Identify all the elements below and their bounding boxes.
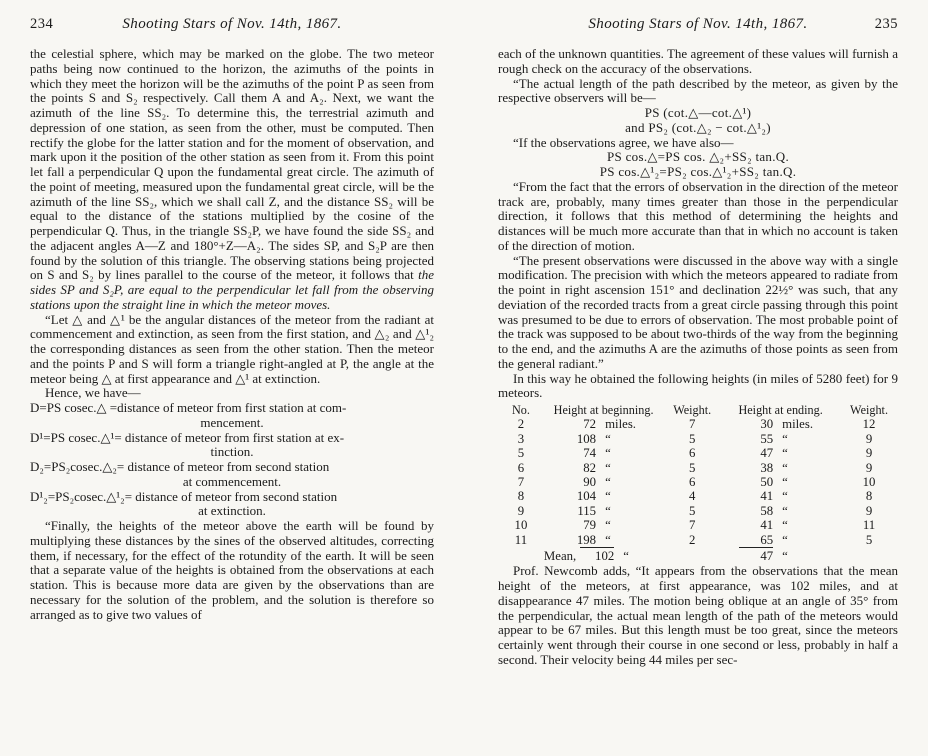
cell-height-ending: 55 “	[760, 431, 788, 446]
paragraph-heights-intro: In this way he obtained the following heights (in miles of 5280 feet) for 9 meteors.	[498, 370, 898, 401]
running-header-left: Shooting Stars of Nov. 14th, 1867.	[122, 16, 342, 32]
definition-D	[30, 401, 434, 431]
cell-height-ending: 47 “	[760, 446, 788, 461]
paragraph-actual-length: “The actual length of the path described by the meteor, as given by the respective observers will be—	[498, 75, 898, 106]
definition-continuation: at commencement.	[182, 473, 282, 489]
cell-weight-1: 7	[689, 518, 696, 533]
definition-continuation: tinction.	[210, 444, 254, 460]
table-row	[498, 461, 898, 475]
cell-weight-2: 9	[865, 460, 873, 475]
page-body-left	[30, 47, 434, 622]
cell-weight-2: 9	[865, 431, 873, 446]
table-row	[498, 475, 898, 489]
cell-weight-2: 9	[865, 503, 873, 518]
cell-mean-beginning: Mean, 102 “	[543, 549, 629, 564]
cell-height-beginning: 104 “	[576, 489, 611, 504]
page-number-right: 235	[874, 16, 898, 32]
meteor-heights-table	[498, 403, 898, 563]
paragraph-present-observations: “The present observations were discussed in the above way with a single modification. The precision with which the meteors appeared to radiate from the point in right ascension 151° and declination 22½° was such, that any deviation of the recorded tracts from a great circle passing through this point was presumed to be due to errors of observation. The most probable point of the track was supposed to be about two-thirds of the way from the beginning to the end, and the azimuths A are the azimuths of those points as seen from the general radiant.”	[498, 252, 898, 371]
paragraph-unknown-quantities: each of the unknown quantities. The agreement of these values will furnish a rough check on the accuracy of the observations.	[498, 46, 898, 76]
cell-weight-1: 2	[689, 532, 696, 547]
cell-height-beginning: 90 “	[583, 475, 611, 490]
page-body-right	[498, 47, 898, 668]
cell-no: 11	[514, 532, 528, 547]
cell-no: 7	[517, 475, 525, 490]
table-row	[498, 533, 898, 547]
table-row	[498, 489, 898, 503]
cell-empty	[840, 547, 898, 563]
paragraph-angular-distances: “Let △ and △¹ be the angular distances of the meteor from the radiant at commencement and extinction, as seen from the first station, and △₂ and △¹₂ the corresponding distances as seen from the other station. Then the meteor and the points P and S will form a triangle right-angled at P, the angle at the meteor being △ at first appearance and △¹ at extinction.	[30, 311, 434, 386]
paragraph-newcomb: Prof. Newcomb adds, “It appears from the observations that the mean height of the meteors, at first appearance, was 102 miles, and at disappearance 47 miles. The motion being oblique at an angle of 35° from the perpendicular, the actual mean length of the path of the meteors would appear to be 67 miles. But this length must be too great, since the meteors certainly went through their course in one second or less, probably in half a second. Their velocity being 44 miles per sec-	[498, 563, 898, 667]
cell-empty	[498, 547, 544, 563]
cell-weight-1: 6	[689, 475, 696, 490]
formula-path-length-2: and PS₂ (cot.△₂ − cot.△¹₂)	[625, 119, 771, 135]
column-header-height-ending: Height at ending.	[738, 403, 823, 417]
cell-height-ending: 41 “	[760, 489, 788, 504]
cell-height-beginning: 74 “	[583, 446, 611, 461]
column-header-no: No.	[511, 403, 530, 417]
cell-no: 5	[517, 446, 525, 461]
cell-height-beginning: 82 “	[583, 460, 611, 475]
definition-line: D₂=PS₂cosec.△₂= distance of meteor from second station	[30, 459, 330, 474]
cell-height-ending: 30 miles.	[760, 417, 814, 432]
definition-D1	[30, 431, 434, 461]
cell-no: 3	[517, 431, 525, 446]
definition-line: D¹=PS cosec.△¹= distance of meteor from first station at ex-	[30, 429, 345, 445]
cell-weight-1: 6	[689, 446, 696, 461]
paragraph-hence: Hence, we have—	[45, 385, 141, 401]
cell-weight-1: 7	[689, 417, 696, 432]
paragraph-italic-text: the sides SP and S₂P, are equal to the perpendicular let fall from the observing stations upon the straight line in which the meteor moves.	[30, 267, 434, 312]
cell-weight-1: 5	[689, 431, 696, 446]
formula-cos-2: PS cos.△¹₂=PS₂ cos.△¹₂+SS₂ tan.Q.	[599, 164, 797, 179]
formula-cos-1: PS cos.△=PS cos. △₂+SS₂ tan.Q.	[606, 149, 790, 165]
paragraph-celestial-sphere	[30, 47, 434, 313]
table-row	[498, 504, 898, 518]
cell-weight-1: 5	[689, 460, 696, 475]
column-header-height-beginning: Height at beginning.	[553, 403, 654, 417]
cell-weight-2: 9	[865, 446, 873, 461]
cell-weight-1: 5	[689, 503, 696, 518]
cell-no: 10	[514, 518, 528, 533]
cell-no: 8	[517, 489, 525, 504]
cell-height-ending: 38 “	[760, 460, 788, 475]
paragraph-if-observations-agree: “If the observations agree, we have also—	[513, 134, 734, 150]
cell-weight-1: 4	[689, 489, 696, 504]
column-header-weight-2: Weight.	[850, 403, 888, 417]
page-right	[464, 0, 928, 756]
cell-weight-2: 8	[865, 489, 873, 504]
column-header-weight-1: Weight.	[673, 403, 712, 417]
table-row	[498, 518, 898, 532]
cell-height-beginning: 198 “	[576, 532, 611, 547]
formula-path-length-1: PS (cot.△—cot.△¹)	[644, 105, 752, 120]
cell-weight-2: 5	[865, 532, 873, 547]
cell-height-beginning: 79 “	[583, 518, 611, 533]
cell-height-ending: 58 “	[760, 503, 788, 518]
cell-height-ending: 41 “	[760, 518, 788, 533]
table-header-row	[498, 403, 898, 417]
cell-height-ending: 50 “	[760, 475, 788, 490]
page-header-right	[498, 16, 898, 33]
cell-empty	[663, 547, 721, 563]
definition-D2	[30, 460, 434, 490]
cell-height-beginning: 108 “	[576, 431, 611, 446]
running-header-right: Shooting Stars of Nov. 14th, 1867.	[588, 16, 808, 32]
paragraph-text: the celestial sphere, which may be marked on the globe. The two meteor paths being now continued to the horizon, the azimuths of the points in which they meet the horizon will be the azimuths of the point P as seen from the points S and S₂ respectively. Call them A and A₂. Next, we want the azimuth of the line SS₂. To determine this, the terrestrial azimuth and depression of one station, as seen from the other, must be computed. Then rectify the globe for the latter station and for the moment of observation, and mark upon it the position of the other station as seen from it. From this point let fall a perpendicular Q upon the fundamental great circle. The azimuth of the point of meeting, measured upon the fundamental great circle, will be the azimuth of the line SS₂, which we shall call Z, and the distance SS₂ will be equal to the distance of the stations multiplied by the cosine of the perpendicular Q. Thus, in the triangle SS₂P, we have found the side SS₂ and the adjacent angles A—Z and 180°+Z—A₂. The sides SP, and S₂P are then found by the solution of this triangle. The observing stations being projected on S and S₂ by lines parallel to the course of the meteor, it follows that	[30, 46, 434, 283]
definition-continuation: at extinction.	[198, 503, 266, 519]
table-row	[498, 432, 898, 446]
cell-no: 9	[517, 503, 525, 518]
paragraph-errors-of-observation: “From the fact that the errors of observation in the direction of the meteor track are, probably, many times greater than those in the perpendicular direction, it follows that this method of determining the heights and distances will be much more accurate than that in which no account is taken of the direction of motion.	[498, 178, 898, 253]
page-header-left	[30, 16, 434, 33]
cell-weight-2: 11	[862, 518, 876, 533]
page-number-left: 234	[30, 16, 54, 32]
table-mean-row	[498, 547, 898, 563]
table-row	[498, 446, 898, 460]
paragraph-finally-heights: “Finally, the heights of the meteor above the earth will be found by multiplying these distances by the sines of the observed altitudes, correcting them, if necessary, for the effect of the rotundity of the earth. It will be seen that a separate value of the heights is obtained from the observations at each station. This is because more data are given by the observations than are necessary for the solution of the problem, and the solution is therefore so arranged as to give two values of	[30, 518, 434, 622]
cell-weight-2: 10	[862, 475, 876, 490]
cell-height-beginning: 72 miles.	[583, 417, 637, 432]
cell-no: 6	[517, 460, 525, 475]
cell-no: 2	[517, 417, 525, 432]
cell-mean-ending: 47 “	[721, 547, 840, 563]
definition-continuation: mencement.	[200, 414, 264, 430]
definition-D12	[30, 490, 434, 520]
definition-line: D¹₂=PS₂cosec.△¹₂= distance of meteor from second station	[30, 488, 338, 504]
cell-height-beginning: 115 “	[577, 503, 611, 518]
definition-line: D=PS cosec.△ =distance of meteor from first station at com-	[30, 400, 347, 415]
table-row	[498, 417, 898, 431]
cell-weight-2: 12	[862, 417, 876, 432]
cell-height-ending: 65 “	[760, 532, 788, 547]
